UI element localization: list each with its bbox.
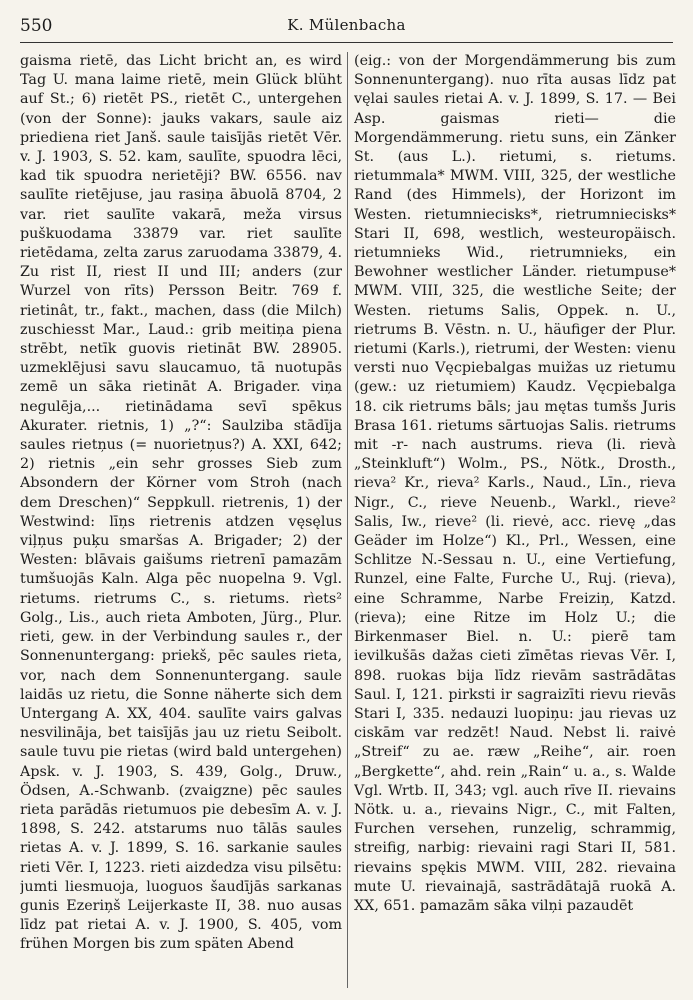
right-column — [354, 52, 676, 992]
left-column-text: gaisma rietē, das Licht bricht an, es wird Tag U. mana laime rietē, mein Glück blüht auf St.; 6) rietēt PS., rietēt C., untergehen (von der Sonne): jauks vakars, saule aiz priediena riet Janš. saule taisījās rietēt Vēr. v. J. 1903, S. 52. kam, saulīte, spuodra lēci, kad tik spuodra nerietēji? BW. 6556. nav saulīte rietējuse, jau rasiņa ābuolā 8704, 2 var. riet saulīte vakarā, meža virsus puškuodama 33879 var. riet saulīte rietēdama, zelta zarus zaruodama 33879, 4. Zu rist II, riest II und III; anders (zur Wurzel von rīts) Persson Beitr. 769 f. rietinât, tr., fakt., machen, dass (die Milch) zuschiesst Mar., Laud.: grib meitiņa piena strēbt, netīk guovis rietināt BW. 28905. uzmeklējusi savu slaucamuo, tā nuotupās zemē un sāka rietināt A. Brigader. viņa negulēja,... rietinādama sevī spēkus Akurater. rietnis, 1) „?“: Saulziba stādīja saules rietņus (= nuorietņus?) A. XXI, 642; 2) rietnis „ein sehr grosses Sieb zum Absondern der Körner vom Stroh (nach dem Dreschen)“ Seppkull. rietrenis, 1) der Westwind: līņs rietrenis atdzen vęsęlus viļņus puķu smaršas A. Brigader; 2) der Westen: blāvais gaišums rietrenī pamazām tumšuojās Kaln. Alga pēc nuopelna 9. Vgl. rietums. rietrums C., s. rietums. rìets² Golg., Lis., auch rieta Amboten, Jürg., Plur. rieti, gew. in der Verbindung saules r., der Sonnenuntergang: priekš, pēc saules rieta, vor, nach dem Sonnenuntergang. saule laidās uz rietu, die Sonne näherte sich dem Untergang A. XX, 404. saulīte vairs galvas nesvilināja, bet taisījās jau uz rietu Seibolt. saule tuvu pie rietas (wird bald untergehen) Apsk. v. J. 1903, S. 439, Golg., Druw., Ödsen, A.-Schwanb. (zvaigzne) pēc saules rieta parādās rietumuos pie debesīm A. v. J. 1898, S. 242. atstarums nuo tālās saules rietas A. v. J. 1899, S. 16. sarkanie saules rieti Vēr. I, 1223. rieti aizdedza visu pilsētu: jumti liesmuoja, luoguos šaudījās sarkanas gunis Ezeriņš Leijerkaste II, 38. nuo ausas līdz pat rietai A. v. J. 1900, S. 405, vom frühen Morgen bis zum späten Abend — [20, 53, 342, 953]
running-head: K. Mülenbacha — [287, 16, 406, 34]
page-number: 550 — [20, 16, 53, 36]
page-header — [20, 14, 673, 43]
column-divider — [347, 52, 348, 988]
right-column-text: (eig.: von der Morgendämmerung bis zum Sonnenuntergang). nuo rīta ausas līdz pat vęlai saules rietai A. v. J. 1899, S. 17. — Bei Asp. gaismas rieti— die Morgendämmerung. rietu suns, ein Zänker St. (aus L.). rietumi, s. rietums. rietummala* MWM. VIII, 325, der westliche Rand (des Himmels), der Horizont im Westen. rietumniecisks*, rietrumniecisks* Stari II, 698, westlich, westeuropäisch. rietumnieks Wid., rietrumnieks, ein Bewohner westlicher Länder. rietumpuse* MWM. VIII, 325, die westliche Seite; der Westen. rietums Salis, Oppek. n. U., rietrums B. Vēstn. n. U., häufiger der Plur. rietumi (Karls.), rietrumi, der Westen: vienu versti nuo Vęcpiebalgas muižas uz rietumu (gew.: uz rietumiem) Kaudz. Vęcpiebalga 18. cik rietrums bāls; jau mętas tumšs Juris Brasa 161. rietums sārtuojas Salis. rietrums mit -r- nach austrums. rieva (li. rievà „Steinkluft“) Wolm., PS., Nötk., Drosth., rieva² Kr., rieva² Karls., Naud., Līn., rieva Nigr., C., rieve Neuenb., Warkl., rieve² Salis, Iw., rieve² (li. rievė, acc. rievę „das Geäder im Holze“) Kl., Prl., Wessen, eine Schlitze N.-Sessau n. U., eine Vertiefung, Runzel, eine Falte, Furche U., Ruj. (rieva), eine Schramme, Narbe Freiziņ, Katzd. (rieva); eine Ritze im Holz U.; die Birkenmaser Biel. n. U.: pierē tam ievilkušās dažas cieti zīmētas rievas Vēr. I, 898. ruokas bija līdz rievām sastrādātas Saul. I, 121. pirksti ir sagraizīti rievu rievās Stari I, 335. nedauzi luopiņu: jau rievas uz ciskām var redzēt! Naud. Nebst li. raivė „Streif“ zu ae. ræw „Reihe“, air. roen „Bergkette“, ahd. rein „Rain“ u. a., s. Walde Vgl. Wrtb. II, 343; vgl. auch rīve II. rievains Nötk. u. a., rievains Nigr., C., mit Falten, Furchen versehen, runzelig, schrammig, streifig, narbig: rievaini ragi Stari II, 581. rievains spękis MWM. VIII, 282. rievaina mute U. rievainajā, sastrādātajā ruokā A. XX, 651. pamazām sāka vilņi pazaudēt — [354, 53, 676, 914]
left-column — [20, 52, 342, 992]
